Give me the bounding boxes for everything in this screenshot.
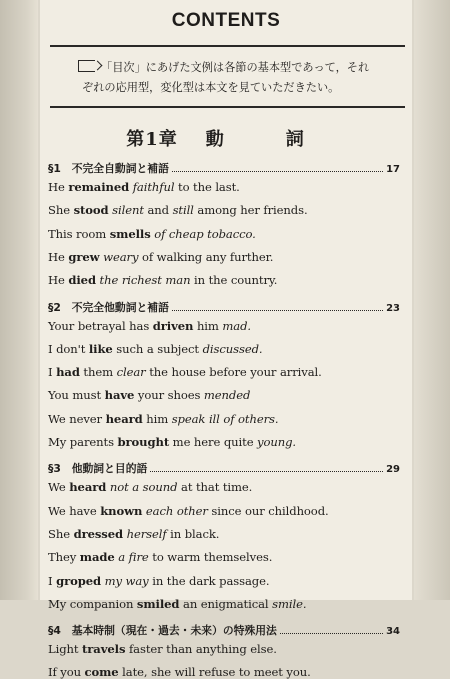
- complement: my way: [104, 573, 149, 588]
- complement: mended: [203, 388, 251, 403]
- complement: young.: [257, 435, 297, 449]
- sentence-text: We have: [48, 503, 101, 518]
- chapter-name: 動 詞: [205, 129, 326, 150]
- key-verb: stood: [73, 203, 109, 218]
- key-verb: known: [100, 503, 143, 518]
- page-title: CONTENTS: [171, 10, 281, 31]
- leader-dots: [172, 302, 383, 311]
- sentence-text: him: [193, 318, 223, 333]
- example-sentence: [48, 574, 400, 588]
- sentence-text: to warm themselves.: [148, 550, 273, 565]
- example-sentence: [48, 480, 400, 494]
- section-heading[interactable]: [48, 161, 400, 177]
- example-sentence: [48, 342, 400, 356]
- example-sentence: [48, 527, 400, 541]
- complement: silent: [112, 203, 144, 218]
- sentence-text: He: [48, 273, 69, 288]
- sentence-text: them: [79, 365, 117, 380]
- key-verb: like: [88, 341, 113, 356]
- example-sentence: [48, 227, 400, 241]
- complement: weary: [103, 249, 139, 264]
- complement: faithful: [132, 180, 175, 194]
- example-sentence: [48, 642, 400, 656]
- chapter-number: 第1章: [126, 129, 178, 150]
- note-line-2: ぞれの応用型，変化型は本文を見ていただきたい。: [82, 81, 340, 94]
- adjacent-page-right: [414, 0, 450, 600]
- sentence-text: and: [143, 203, 173, 218]
- sentence-text: My parents: [48, 435, 118, 449]
- sentence-text: him: [142, 411, 172, 426]
- leader-dots: [150, 463, 383, 472]
- key-verb: smiled: [136, 596, 180, 611]
- key-verb: driven: [152, 318, 194, 333]
- key-verb: dressed: [73, 526, 123, 541]
- sentence-text: He: [48, 180, 69, 194]
- chapter-heading: [40, 125, 412, 151]
- key-verb: heard: [69, 480, 107, 495]
- complement: smile.: [272, 596, 307, 611]
- sentence-text: She: [48, 203, 74, 218]
- key-verb: remained: [68, 180, 130, 194]
- sentence-text: of walking any further.: [138, 249, 274, 264]
- sentence-text: the house before your arrival.: [145, 365, 322, 380]
- section-heading[interactable]: [48, 461, 400, 477]
- sentence-text: to the last.: [174, 180, 240, 194]
- key-verb: brought: [117, 435, 170, 449]
- sentence-text: Your betrayal has: [48, 318, 153, 333]
- note-line-1: 「目次」にあげた文例は各節の基本型であって，それ: [78, 58, 396, 78]
- complement: not a sound: [109, 480, 178, 495]
- example-sentence: [48, 250, 400, 264]
- note-rule: [50, 106, 405, 108]
- sentence-text: Light: [48, 642, 83, 657]
- key-verb: smells: [109, 226, 151, 241]
- complement: speak ill of others.: [171, 411, 279, 426]
- sentence-text: in black.: [166, 526, 220, 541]
- example-sentence: [48, 665, 400, 679]
- complement: still: [172, 203, 194, 218]
- top-rule: [50, 45, 405, 47]
- section-page-number: 29: [386, 464, 400, 476]
- key-verb: have: [104, 388, 135, 403]
- example-sentence: [48, 203, 400, 217]
- example-sentence: [48, 273, 400, 287]
- sentence-text: among her friends.: [193, 203, 308, 218]
- sentence-text: He: [48, 249, 69, 264]
- complement: of cheap tobacco.: [154, 226, 256, 241]
- sentence-text: They: [48, 550, 80, 565]
- sentence-text: an enigmatical: [179, 596, 273, 611]
- key-verb: groped: [56, 573, 102, 588]
- sentence-text: at that time.: [177, 480, 253, 495]
- section-heading[interactable]: [48, 623, 400, 639]
- sentence-text: This room: [48, 226, 110, 241]
- book-page: [40, 0, 412, 679]
- contents-note: [78, 58, 396, 98]
- example-sentence: [48, 597, 400, 611]
- complement: mad.: [222, 318, 252, 333]
- key-verb: heard: [105, 411, 143, 426]
- example-sentence: [48, 319, 400, 333]
- example-sentence: [48, 365, 400, 379]
- sentence-text: She: [48, 526, 74, 541]
- example-sentence: [48, 388, 400, 402]
- sentence-text: My companion: [48, 596, 137, 611]
- section-page-number: 34: [386, 626, 400, 638]
- sentence-text: in the dark passage.: [148, 573, 270, 588]
- leader-dots: [172, 163, 383, 172]
- key-verb: made: [79, 550, 115, 565]
- sentence-text: We never: [48, 411, 106, 426]
- section-label: §1 不完全自動詞と補語: [48, 162, 169, 175]
- pointing-hand-icon: [78, 60, 95, 72]
- section-label: §4 基本時制（現在・過去・未来）の特殊用法: [48, 624, 277, 638]
- sentence-text: since our childhood.: [207, 503, 329, 518]
- sentence-text: such a subject: [112, 341, 203, 356]
- key-verb: had: [56, 365, 80, 380]
- example-sentence: [48, 504, 400, 518]
- sentence-text: in the country.: [190, 273, 278, 288]
- complement: the richest man: [99, 273, 191, 288]
- sentence-text: me here quite: [169, 435, 258, 449]
- sentence-text: I: [48, 365, 57, 380]
- sentence-text: You must: [48, 388, 105, 403]
- complement: herself: [126, 526, 167, 541]
- key-verb: died: [68, 273, 96, 288]
- sentence-text: your shoes: [134, 388, 204, 403]
- section-page-number: 23: [386, 302, 400, 314]
- complement: discussed.: [202, 341, 263, 356]
- key-verb: travels: [82, 642, 126, 657]
- section-label: §3 他動詞と目的語: [48, 462, 148, 476]
- example-sentence: [48, 550, 400, 564]
- section-page-number: 17: [386, 164, 400, 175]
- complement: a fire: [118, 550, 149, 565]
- sentence-text: I don't: [48, 341, 89, 356]
- example-sentence: [48, 180, 400, 194]
- sentence-text: We: [48, 480, 70, 495]
- example-sentence: [48, 435, 400, 449]
- key-verb: grew: [68, 249, 100, 264]
- leader-dots: [280, 625, 383, 634]
- adjacent-page-left: [0, 0, 38, 600]
- sentence-text: I: [48, 573, 57, 588]
- sentence-text: faster than anything else.: [125, 642, 277, 657]
- sentence-text: If you: [48, 665, 85, 679]
- complement: each other: [145, 503, 208, 518]
- section-label: §2 不完全他動詞と補語: [48, 300, 169, 314]
- complement: clear: [116, 365, 146, 380]
- section-heading[interactable]: [48, 300, 400, 316]
- sentence-text: late, she will refuse to meet you.: [118, 665, 311, 679]
- example-sentence: [48, 412, 400, 426]
- key-verb: come: [84, 665, 119, 679]
